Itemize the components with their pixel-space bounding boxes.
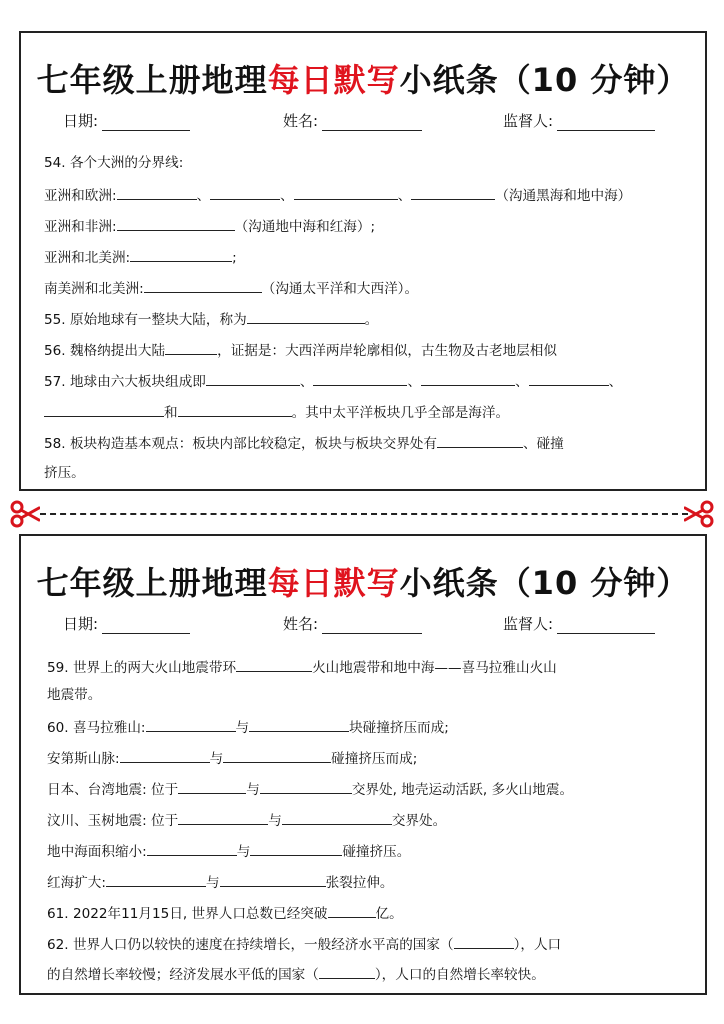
q59-line1: 59. 世界上的两大火山地震带环 火山地震带和地中海——喜马拉雅山火山 [47,656,557,678]
dictation-card-1 [19,31,707,491]
meta-row [21,613,705,637]
q54-title: 54. 各个大洲的分界线: [44,155,184,171]
q56: 56. 魏格纳提出大陆 ，证据是：大西洋两岸轮廓相似，古生物及古老地层相似 [44,339,557,361]
answer-blank[interactable] [411,184,495,200]
answer-blank[interactable] [178,401,292,417]
answer-blank[interactable] [437,432,523,448]
q60-mediterranean: 地中海面积缩小: 与 碰撞挤压。 [47,840,410,862]
dictation-card-2 [19,534,707,995]
date-blank[interactable] [102,112,190,131]
date-field[interactable]: 日期: [63,110,190,131]
q54-asia-africa: 亚洲和非洲: （沟通地中海和红海）; [44,215,375,237]
answer-blank[interactable] [44,401,164,417]
q60-japan-taiwan: 日本、台湾地震: 位于 与 交界处, 地壳运动活跃, 多火山地震。 [47,778,573,800]
answer-blank[interactable] [260,778,352,794]
answer-blank[interactable] [250,840,342,856]
scissors-icon [684,500,714,528]
name-blank[interactable] [322,615,422,634]
meta-row [21,110,705,134]
q59-line2: 地震带。 [47,687,102,703]
q60-himalaya: 60. 喜马拉雅山: 与 块碰撞挤压而成; [47,716,449,738]
q57-line2: 和 。其中太平洋板块几乎全部是海洋。 [44,401,509,423]
q61: 61. 2022年11月15日, 世界人口总数已经突破 亿。 [47,902,403,924]
supervisor-field[interactable]: 监督人: [503,110,655,131]
supervisor-blank[interactable] [557,615,655,634]
answer-blank[interactable] [178,778,246,794]
q54-asia-north-america: 亚洲和北美洲: ; [44,246,237,268]
card-title: 七年级上册地理每日默写小纸条（10 分钟） [36,61,690,99]
answer-blank[interactable] [106,871,206,887]
q62-line1: 62. 世界人口仍以较快的速度在持续增长，一般经济水平高的国家（ ），人口 [47,933,561,955]
cut-line [40,513,688,515]
q60-wenchuan-yushu: 汶川、玉树地震: 位于 与 交界处。 [47,809,446,831]
date-field[interactable]: 日期: [63,613,190,634]
answer-blank[interactable] [144,277,262,293]
q60-red-sea: 红海扩大: 与 张裂拉伸。 [47,871,394,893]
q62-line2: 的自然增长率较慢；经济发展水平低的国家（ ），人口的自然增长率较快。 [47,963,545,985]
q58-line1: 58. 板块构造基本观点：板块内部比较稳定，板块与板块交界处有 、碰撞 [44,432,564,454]
date-blank[interactable] [102,615,190,634]
answer-blank[interactable] [146,716,236,732]
answer-blank[interactable] [529,370,609,386]
answer-blank[interactable] [165,339,217,355]
answer-blank[interactable] [282,809,392,825]
q54-asia-europe: 亚洲和欧洲: 、 、 、 （沟通黑海和地中海） [44,184,631,206]
answer-blank[interactable] [206,370,300,386]
answer-blank[interactable] [220,871,326,887]
scissors-icon [10,500,40,528]
answer-blank[interactable] [130,246,232,262]
answer-blank[interactable] [178,809,268,825]
q55: 55. 原始地球有一整块大陆，称为 。 [44,308,378,330]
answer-blank[interactable] [236,656,312,672]
q57-line1: 57. 地球由六大板块组成即 、 、 、 、 [44,370,622,392]
answer-blank[interactable] [319,963,375,979]
answer-blank[interactable] [223,747,331,763]
answer-blank[interactable] [117,215,235,231]
name-field[interactable]: 姓名: [283,613,422,634]
answer-blank[interactable] [421,370,515,386]
q54-south-north-america: 南美洲和北美洲: （沟通太平洋和大西洋）。 [44,277,418,299]
answer-blank[interactable] [313,370,407,386]
answer-blank[interactable] [120,747,210,763]
name-blank[interactable] [322,112,422,131]
answer-blank[interactable] [294,184,398,200]
supervisor-blank[interactable] [557,112,655,131]
name-field[interactable]: 姓名: [283,110,422,131]
answer-blank[interactable] [328,902,376,918]
answer-blank[interactable] [249,716,349,732]
q60-andes: 安第斯山脉: 与 碰撞挤压而成; [47,747,417,769]
answer-blank[interactable] [117,184,197,200]
answer-blank[interactable] [147,840,237,856]
answer-blank[interactable] [210,184,280,200]
q58-line2: 挤压。 [44,465,85,481]
card-title: 七年级上册地理每日默写小纸条（10 分钟） [36,564,690,602]
answer-blank[interactable] [454,933,514,949]
answer-blank[interactable] [247,308,365,324]
supervisor-field[interactable]: 监督人: [503,613,655,634]
